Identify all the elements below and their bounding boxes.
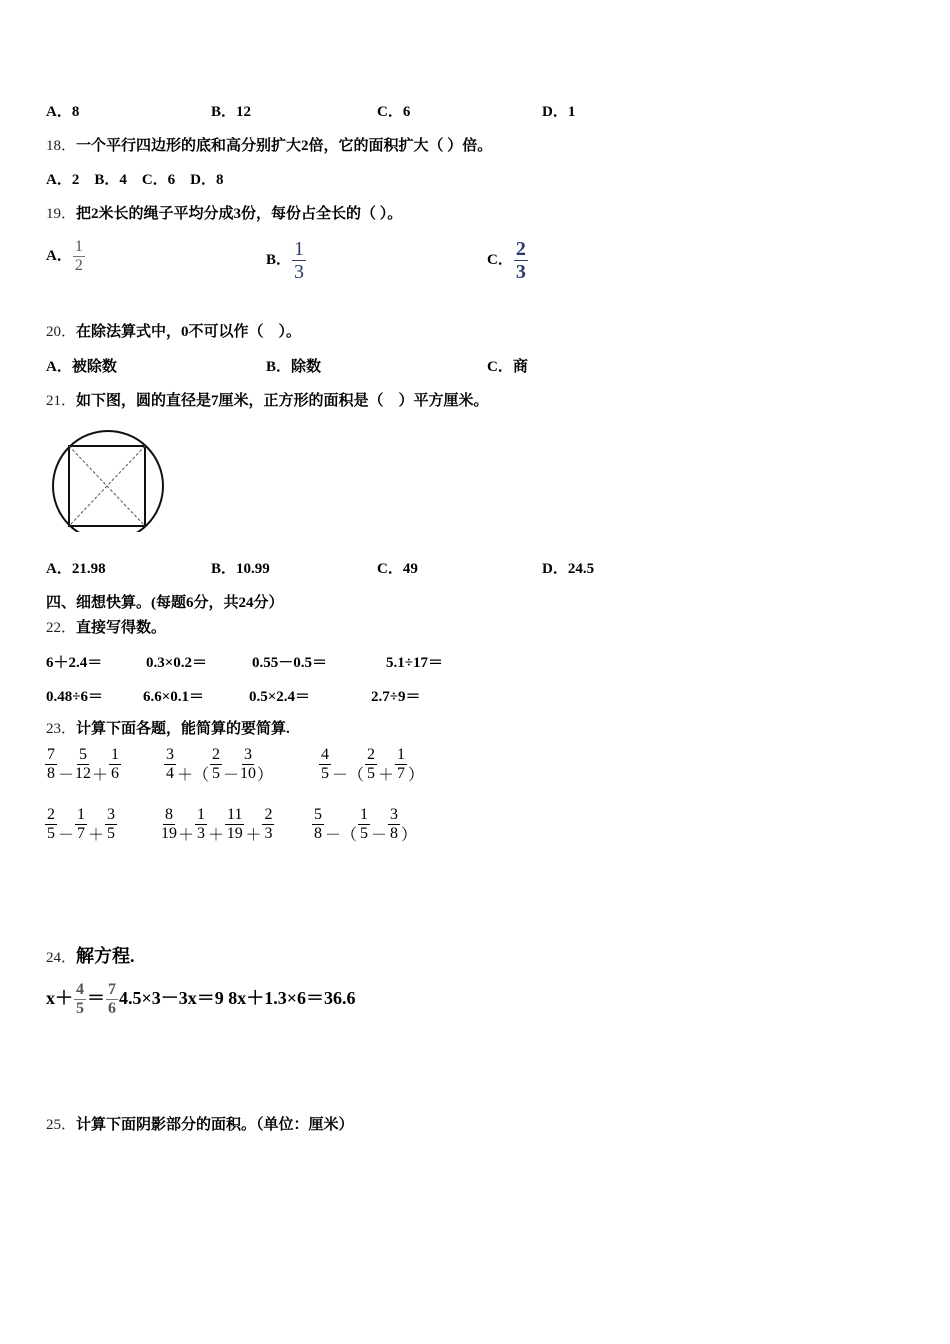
- numerator: 1: [197, 806, 206, 823]
- fraction: [45, 806, 57, 843]
- fraction: [164, 746, 176, 783]
- fraction: [388, 806, 400, 843]
- q17-option-d[interactable]: D．1: [542, 104, 576, 120]
- question-number: 19．: [46, 206, 77, 222]
- q17-option-c[interactable]: C．6: [377, 104, 411, 120]
- denominator: 5: [107, 825, 116, 842]
- operator: ＋（: [177, 767, 210, 784]
- denominator: 5: [321, 765, 329, 782]
- numerator: 3: [244, 746, 253, 763]
- q17-option-b[interactable]: B．12: [211, 104, 252, 120]
- q19-option-c[interactable]: [487, 238, 529, 283]
- denominator: 19: [161, 825, 177, 842]
- question-text: 计算下面阴影部分的面积。（单位：厘米）: [76, 1117, 354, 1133]
- question-23: [46, 719, 290, 739]
- fraction: [395, 746, 407, 783]
- numerator: 7: [47, 746, 55, 763]
- fraction: [195, 806, 207, 843]
- expression: [44, 746, 122, 783]
- denominator: 12: [75, 765, 92, 782]
- question-21: [46, 391, 489, 411]
- fraction: [225, 806, 244, 843]
- q19-option-b[interactable]: [266, 238, 307, 283]
- question-text: 计算下面各题，能简算的要简算.: [76, 721, 290, 737]
- fraction: [262, 806, 274, 843]
- operator: －（: [332, 767, 365, 784]
- numerator: 5: [314, 806, 322, 823]
- question-text: 直接写得数。: [76, 620, 167, 636]
- question-18: [46, 136, 492, 156]
- numerator: 4: [76, 981, 84, 999]
- question-number: 24．: [46, 950, 77, 966]
- operator: ＋: [245, 827, 262, 844]
- numerator: 11: [227, 806, 243, 823]
- numerator: 2: [515, 238, 526, 260]
- denominator: 3: [197, 825, 206, 842]
- expression: [163, 746, 273, 783]
- q21-option-a[interactable]: A．21.98: [46, 561, 106, 577]
- fraction: [105, 806, 117, 843]
- operator: －: [371, 827, 388, 844]
- fraction: [292, 238, 306, 283]
- equation-text: ＝: [87, 988, 105, 1008]
- operator: ＋: [378, 767, 395, 784]
- question-22: [46, 618, 166, 638]
- fraction: [312, 806, 324, 843]
- denominator: 8: [314, 825, 322, 842]
- fraction: [319, 746, 331, 783]
- calc-item: 6＋2.4＝: [46, 655, 103, 671]
- question-text: 在除法算式中，0不可以作（ ）。: [76, 324, 302, 340]
- question-text: 把2米长的绳子平均分成3份，每份占全长的（ ）。: [76, 206, 403, 222]
- question-text: 解方程.: [76, 946, 135, 966]
- fraction: [365, 746, 377, 783]
- q20-option-c[interactable]: C．商: [487, 359, 528, 375]
- operator: ＋: [178, 827, 195, 844]
- numerator: 3: [166, 746, 174, 763]
- question-24: [46, 946, 135, 968]
- option-label: A．: [46, 247, 72, 264]
- question-19: [46, 204, 402, 224]
- fraction: [161, 806, 177, 843]
- expression: [44, 806, 118, 843]
- fraction: [358, 806, 370, 843]
- fraction: [240, 746, 256, 783]
- equations: [46, 976, 356, 1020]
- operator: ）: [257, 767, 274, 784]
- question-20: [46, 322, 301, 342]
- question-number: 22．: [46, 620, 77, 636]
- fraction: [210, 746, 222, 783]
- question-number: 18．: [46, 138, 77, 154]
- operator: ＋: [88, 827, 105, 844]
- q17-option-a[interactable]: A．8: [46, 104, 80, 120]
- equation-text: x＋: [46, 988, 73, 1008]
- numerator: 7: [108, 981, 116, 999]
- fraction: [75, 746, 91, 783]
- q20-option-b[interactable]: B．除数: [266, 359, 322, 375]
- calc-item: 0.3×0.2＝: [146, 655, 208, 671]
- fraction: [74, 981, 86, 1018]
- denominator: 19: [226, 825, 243, 842]
- question-number: 23．: [46, 721, 77, 737]
- circle-square-figure: [50, 428, 166, 532]
- denominator: 3: [294, 261, 305, 283]
- numerator: 2: [212, 746, 221, 763]
- question-text: 如下图，圆的直径是7厘米，正方形的面积是（ ）平方厘米。: [76, 393, 489, 409]
- operator: ＋: [92, 767, 109, 784]
- denominator: 7: [77, 825, 86, 842]
- numerator: 8: [165, 806, 173, 823]
- operator: ＋: [208, 827, 225, 844]
- denominator: 6: [108, 1000, 116, 1018]
- numerator: 1: [294, 238, 305, 260]
- denominator: 5: [212, 765, 221, 782]
- numerator: 1: [360, 806, 369, 823]
- fraction: [73, 238, 85, 275]
- numerator: 1: [77, 806, 86, 823]
- fraction: [106, 981, 118, 1018]
- numerator: 3: [390, 806, 399, 823]
- numerator: 1: [397, 746, 406, 763]
- denominator: 10: [240, 765, 257, 782]
- denominator: 8: [390, 825, 399, 842]
- calc-item: 2.7÷9＝: [371, 689, 421, 705]
- q20-option-a[interactable]: A．被除数: [46, 359, 117, 375]
- numerator: 5: [79, 746, 88, 763]
- section-heading: 四、细想快算。(每题6分，共24分）: [46, 595, 284, 611]
- calc-item: 0.48÷6＝: [46, 689, 103, 705]
- expression: [160, 806, 275, 843]
- operator: ）: [408, 767, 425, 784]
- fraction: [514, 238, 528, 283]
- calc-item: 0.5×2.4＝: [249, 689, 311, 705]
- q21-option-d[interactable]: D．24.5: [542, 561, 595, 577]
- denominator: 5: [367, 765, 376, 782]
- denominator: 8: [47, 765, 55, 782]
- operator: －（: [325, 827, 358, 844]
- operator: －: [58, 827, 75, 844]
- numerator: 2: [264, 806, 273, 823]
- calc-item: 6.6×0.1＝: [143, 689, 205, 705]
- numerator: 2: [47, 806, 55, 823]
- q19-option-a[interactable]: [46, 238, 86, 275]
- fraction: [75, 806, 87, 843]
- expression: [318, 746, 424, 783]
- question-number: 21．: [46, 393, 77, 409]
- fraction: [109, 746, 121, 783]
- denominator: 2: [74, 257, 83, 274]
- numerator: 1: [111, 746, 120, 763]
- numerator: 1: [74, 238, 83, 255]
- operator: －: [58, 767, 75, 784]
- question-25: [46, 1115, 354, 1135]
- calc-item: 0.55－0.5＝: [252, 655, 328, 671]
- denominator: 3: [515, 261, 526, 283]
- numerator: 3: [107, 806, 116, 823]
- question-number: 20．: [46, 324, 77, 340]
- question-text: 一个平行四边形的底和高分别扩大2倍，它的面积扩大（ ）倍。: [76, 138, 493, 154]
- q21-option-c[interactable]: C．49: [377, 561, 418, 577]
- option-label: C．: [487, 251, 513, 268]
- numerator: 2: [367, 746, 376, 763]
- operator: －: [223, 767, 240, 784]
- q18-options[interactable]: A．2 B．4 C．6 D．8: [46, 172, 224, 188]
- denominator: 5: [76, 1000, 84, 1018]
- numerator: 4: [321, 746, 329, 763]
- denominator: 5: [47, 825, 55, 842]
- denominator: 3: [264, 825, 273, 842]
- denominator: 6: [111, 765, 120, 782]
- denominator: 7: [397, 765, 406, 782]
- denominator: 5: [360, 825, 369, 842]
- fraction: [45, 746, 57, 783]
- denominator: 4: [166, 765, 174, 782]
- option-label: B．: [266, 251, 292, 268]
- equation-text: 4.5×3－3x＝9 8x＋1.3×6＝36.6: [119, 988, 356, 1008]
- operator: ）: [401, 827, 418, 844]
- calc-item: 5.1÷17＝: [386, 655, 443, 671]
- q21-option-b[interactable]: B．10.99: [211, 561, 270, 577]
- question-number: 25．: [46, 1117, 77, 1133]
- expression: [311, 806, 417, 843]
